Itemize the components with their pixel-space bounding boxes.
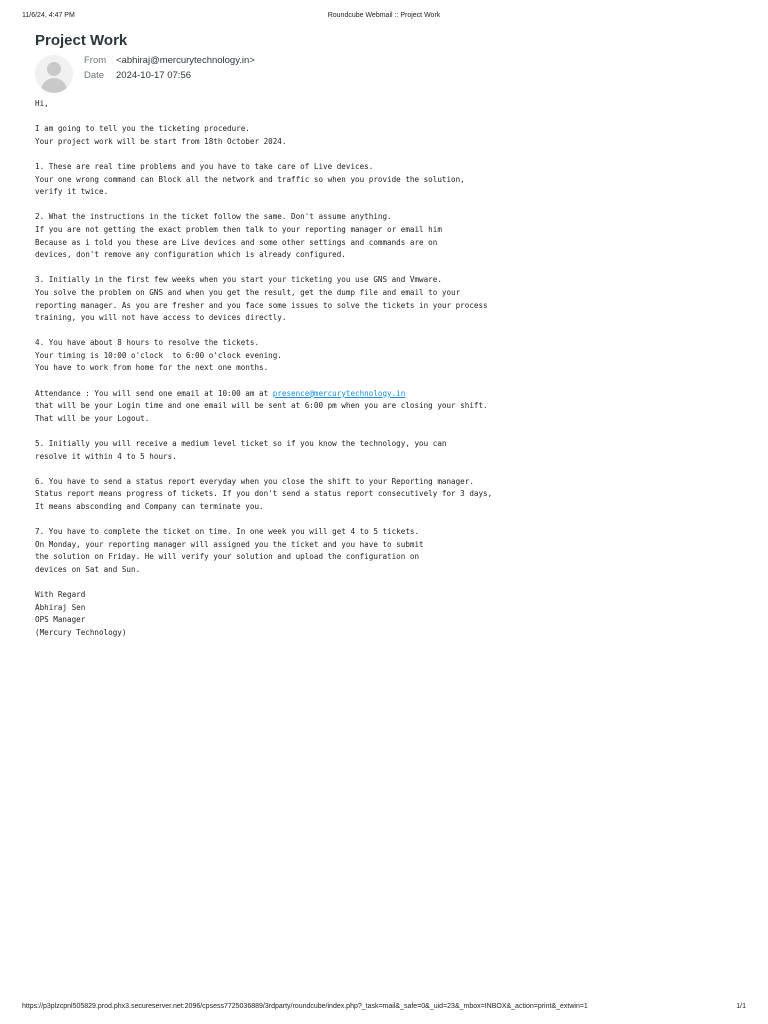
avatar-head-shape (47, 62, 61, 76)
body-line (35, 325, 735, 338)
body-line (35, 262, 735, 275)
print-header (22, 12, 746, 24)
body-line: Your project work will be start from 18th October 2024. (35, 136, 287, 146)
email-body (35, 98, 735, 640)
signature-line: (Mercury Technology) (35, 627, 127, 637)
body-line (35, 199, 735, 212)
signature-line: OPS Manager (35, 615, 86, 625)
body-line: verify it twice. (35, 187, 109, 197)
body-line: 1. These are real time problems and you have to take care of Live devices. (35, 161, 374, 171)
body-line: You have to work from home for the next one months. (35, 363, 269, 373)
body-line: Status report means progress of tickets. If you don't send a status report consecutively for 3 days, (35, 489, 493, 499)
body-line: 4. You have about 8 hours to resolve the tickets. (35, 338, 260, 348)
body-line: reporting manager. As you are fresher and you face some issues to solve the tickets in your process (35, 300, 488, 310)
body-line: If you are not getting the exact problem then talk to your reporting manager or email him (35, 224, 442, 234)
body-line: Your timing is 10:00 o'clock to 6:00 o'clock evening. (35, 350, 282, 360)
body-line (35, 111, 735, 124)
attendance-text: Attendance : You will send one email at 10:00 am at (35, 388, 273, 398)
body-line (35, 375, 735, 388)
body-line (35, 148, 735, 161)
signature-line: With Regard (35, 590, 86, 600)
body-line: 2. What the instructions in the ticket follow the same. Don't assume anything. (35, 212, 392, 222)
body-line: On Monday, your reporting manager will assigned you the ticket and you have to submit (35, 539, 424, 549)
from-address[interactable]: <abhiraj@mercurytechnology.in> (116, 55, 255, 66)
avatar-shoulders-shape (41, 78, 67, 93)
body-line (35, 577, 735, 590)
date-value: 2024-10-17 07:56 (116, 70, 192, 81)
body-line: That will be your Logout. (35, 413, 150, 423)
body-line: training, you will not have access to devices directly. (35, 313, 287, 323)
print-page-number: 1/1 (736, 1003, 746, 1010)
body-line: Hi, (35, 99, 49, 108)
signature-line: Abhiraj Sen (35, 602, 86, 612)
print-datetime: 11/6/24, 4:47 PM (22, 12, 75, 19)
from-label: From (84, 55, 107, 66)
body-line: Your one wrong command can Block all the network and traffic so when you provide the solution, (35, 174, 465, 184)
print-url: https://p3plzcpnl505829.prod.phx3.secureserver.net:2096/cpsess7725036889/3rdparty/roundcube/index.php?_task=mail&_safe=0&_uid=23&_mbox=INBOX&_action=print&_extwin=1 (22, 1003, 588, 1010)
body-line: I am going to tell you the ticketing procedure. (35, 124, 250, 134)
body-line: 3. Initially in the first few weeks when you start your ticketing you use GNS and Vmware. (35, 275, 442, 285)
attendance-line (35, 388, 735, 401)
presence-email-link[interactable]: presence@mercurytechnology.in (272, 388, 406, 398)
body-line: devices on Sat and Sun. (35, 564, 141, 574)
date-label: Date (84, 70, 105, 81)
body-line: 6. You have to send a status report everyday when you close the shift to your Reporting manager. (35, 476, 474, 486)
body-line: devices, don't remove any configuration which is already configured. (35, 250, 346, 260)
body-line (35, 425, 735, 438)
body-line: 5. Initially you will receive a medium level ticket so if you know the technology, you can (35, 439, 447, 449)
email-subject: Project Work (35, 32, 128, 49)
body-line: It means absconding and Company can terminate you. (35, 502, 264, 511)
print-footer (22, 1003, 746, 1015)
body-line: 7. You have to complete the ticket on time. In one week you will get 4 to 5 tickets. (35, 527, 420, 537)
sender-avatar-icon (35, 55, 73, 93)
body-line (35, 514, 735, 527)
print-page-title: Roundcube Webmail :: Project Work (327, 12, 441, 19)
body-line: resolve it within 4 to 5 hours. (35, 451, 177, 461)
body-line (35, 463, 735, 476)
body-line: You solve the problem on GNS and when you get the result, get the dump file and email to your (35, 287, 461, 297)
body-line: that will be your Login time and one email will be sent at 6:00 pm when you are closing your shift. (35, 401, 488, 411)
body-line: Because as i told you these are Live devices and some other settings and commands are on (35, 237, 438, 247)
body-line: the solution on Friday. He will verify your solution and upload the configuration on (35, 552, 420, 562)
